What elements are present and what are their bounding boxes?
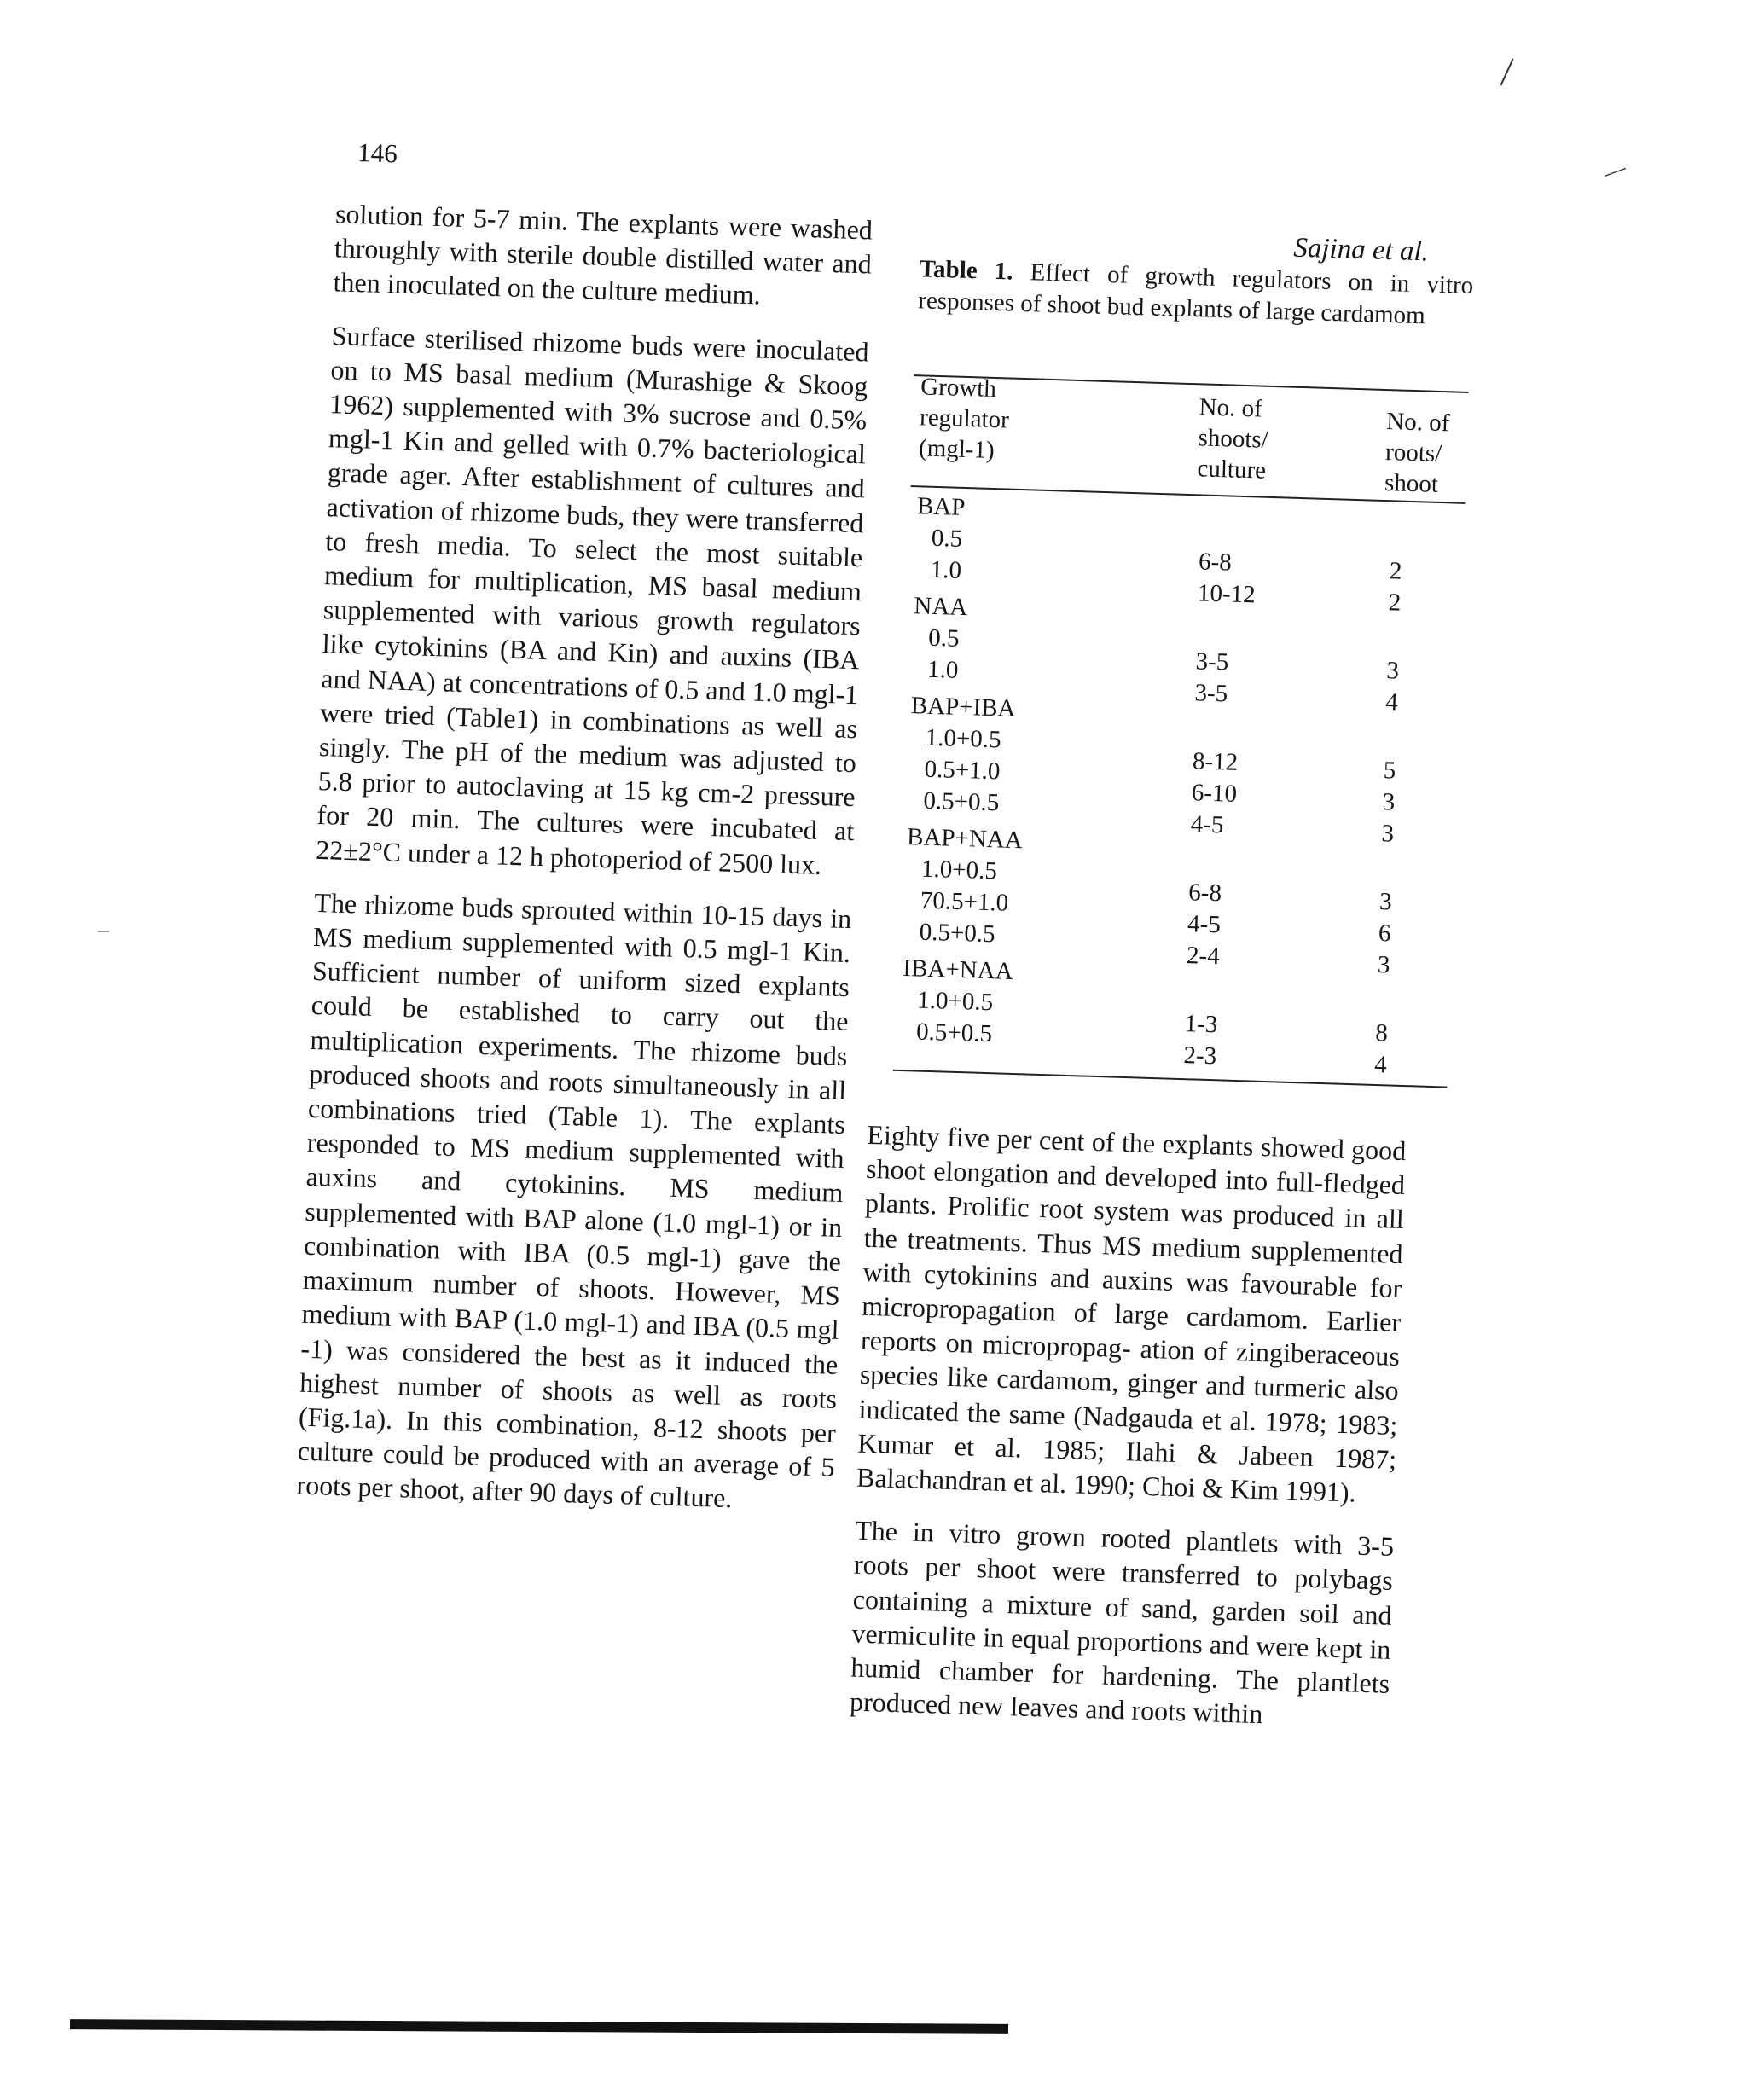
- scan-mark: —: [1599, 154, 1630, 186]
- table-caption-label: Table 1.: [919, 255, 1014, 286]
- roots-cell: 3: [1378, 888, 1393, 916]
- scan-mark: ╲: [1492, 59, 1521, 85]
- shoots-cell: 6-8: [1198, 548, 1233, 577]
- roots-cell: 4: [1384, 688, 1399, 716]
- concentration-cell: 70.5+1.0: [920, 886, 1009, 917]
- roots-cell: 3: [1382, 788, 1396, 816]
- paragraph: The in vitro grown rooted plantlets with 3-5 roots per shoot were transferred to polybags containing a mixture of sand, garden soil and vermiculite in equal proportions and were kept in humid chamber for hardening. The plantlets produced new leaves and roots within: [849, 1514, 1395, 1730]
- table-header-col2: [1197, 392, 1269, 485]
- roots-cell: 3: [1377, 951, 1390, 979]
- concentration-cell: 0.5+0.5: [919, 918, 996, 948]
- data-table: [902, 357, 1469, 1079]
- table-header-line: roots/: [1384, 438, 1442, 468]
- table-header-col1: [919, 371, 1011, 466]
- concentration-cell: 1.0: [926, 655, 959, 684]
- concentration-cell: 0.5: [927, 624, 961, 653]
- table-header-line: (mgl-1): [918, 434, 995, 464]
- concentration-cell: 0.5: [931, 524, 963, 553]
- table-header-line: No. of: [1199, 393, 1263, 423]
- paragraph: Eighty five per cent of the explants showed good shoot elongation and developed into full-fledged plants. Prolific root system was produced in all the treatments. Thus MS medium supplemented with cytokinins and auxins was favourable for micropropagation of large cardamom. Earlier reports on micropropag- ation of zingiberaceous species like cardamom, ginger and turmeric also indicated the same (Nadgauda et al. 1978; 1983; Kumar et al. 1985; Ilahi & Jabeen 1987; Balachandran et al. 1990; Choi & Kim 1991).: [856, 1118, 1407, 1508]
- group-name: BAP: [916, 492, 966, 521]
- roots-cell: 6: [1378, 919, 1391, 948]
- paragraph: solution for 5-7 min. The explants were washed throughly with sterile double distilled water and then inoculated on the culture medium.: [333, 198, 874, 310]
- paragraph: The rhizome buds sprouted within 10-15 days in MS medium supplemented with 0.5 mgl-1 Kin. Sufficient number of uniform sized explants could be established to carry out the multiplication experiments. The rhizome buds produced shoots and roots simultaneously in all combinations tried (Table 1). The explants responded to MS medium supplemented with auxins and cytokinins. MS medium supplemented with BAP alone (1.0 mgl-1) or in combination with IBA (0.5 mgl-1) gave the maximum number of shoots. However, MS medium with BAP (1.0 mgl-1) and IBA (0.5 mgl -1) was considered the best as it induced the highest number of shoots as well as roots (Fig.1a). In this combination, 8-12 shoots per culture could be produced with an average of 5 roots per shoot, after 90 days of culture.: [296, 886, 852, 1514]
- roots-cell: 8: [1374, 1018, 1389, 1047]
- shoots-cell: 3-5: [1195, 647, 1229, 676]
- shoots-cell: 6-10: [1191, 779, 1238, 808]
- shoots-cell: 10-12: [1197, 579, 1257, 609]
- roots-cell: 2: [1389, 557, 1402, 585]
- shoots-cell: 1-3: [1184, 1010, 1218, 1039]
- roots-cell: 3: [1385, 657, 1400, 685]
- running-head: Sajina et al.: [1292, 232, 1430, 268]
- concentration-cell: 1.0+0.5: [925, 723, 1002, 754]
- concentration-cell: 1.0: [930, 555, 962, 584]
- roots-cell: 3: [1381, 820, 1395, 848]
- left-column: [295, 196, 873, 1537]
- shoots-cell: 4-5: [1187, 910, 1222, 939]
- roots-cell: 4: [1373, 1050, 1388, 1079]
- roots-cell: 2: [1388, 589, 1402, 617]
- group-name: BAP+IBA: [910, 692, 1017, 722]
- concentration-cell: 1.0+0.5: [916, 986, 994, 1017]
- roots-cell: 5: [1383, 757, 1396, 785]
- table-header-line: shoot: [1384, 469, 1439, 498]
- table-bottom-rule: [893, 1070, 1448, 1088]
- right-column: [849, 1117, 1407, 1754]
- scan-mark: –: [98, 917, 109, 942]
- table-header-col3: [1384, 406, 1450, 500]
- concentration-cell: 0.5+0.5: [915, 1018, 993, 1048]
- shoots-cell: 2-3: [1183, 1041, 1217, 1070]
- page-number: 146: [357, 137, 398, 169]
- group-name: NAA: [913, 592, 968, 622]
- concentration-cell: 0.5+1.0: [924, 755, 1001, 786]
- shoots-cell: 8-12: [1192, 747, 1239, 776]
- concentration-cell: 0.5+0.5: [922, 786, 1000, 817]
- paragraph: Surface sterilised rhizome buds were inoculated on to MS basal medium (Murashige & Skoog 1962) supplemented with 3% sucrose and 0.5% mgl-1 Kin and gelled with 0.7% bacteriological grade ager. After establishment of cultures and activation of rhizome buds, they were transferred to fresh media. To select the most suitable medium for multiplication, MS basal medium supplemented with various growth regulators like cytokinins (BA and Kin) and auxins (IBA and NAA) at concentrations of 0.5 and 1.0 mgl-1 were tried (Table1) in combinations as well as singly. The pH of the medium was adjusted to 5.8 prior to autoclaving at 15 kg cm-2 pressure for 20 min. The cultures were incubated at 22±2°C under a 12 h photoperiod of 2500 lux.: [315, 319, 870, 880]
- table-caption-text: Effect of growth regulators on in vitro responses of shoot bud explants of large cardamom: [917, 258, 1474, 330]
- table-header-line: regulator: [919, 403, 1010, 434]
- concentration-cell: 1.0+0.5: [920, 855, 998, 885]
- table-header-line: No. of: [1385, 408, 1450, 438]
- shoots-cell: 2-4: [1186, 942, 1221, 971]
- group-name: BAP+NAA: [906, 823, 1024, 855]
- shoots-cell: 3-5: [1193, 679, 1228, 708]
- table-header-line: Growth: [920, 373, 997, 403]
- shoots-cell: 6-8: [1187, 879, 1222, 908]
- group-name: IBA+NAA: [902, 954, 1014, 985]
- table-header-line: culture: [1197, 455, 1267, 484]
- shoots-cell: 4-5: [1190, 810, 1224, 839]
- table-header-line: shoots/: [1198, 424, 1269, 454]
